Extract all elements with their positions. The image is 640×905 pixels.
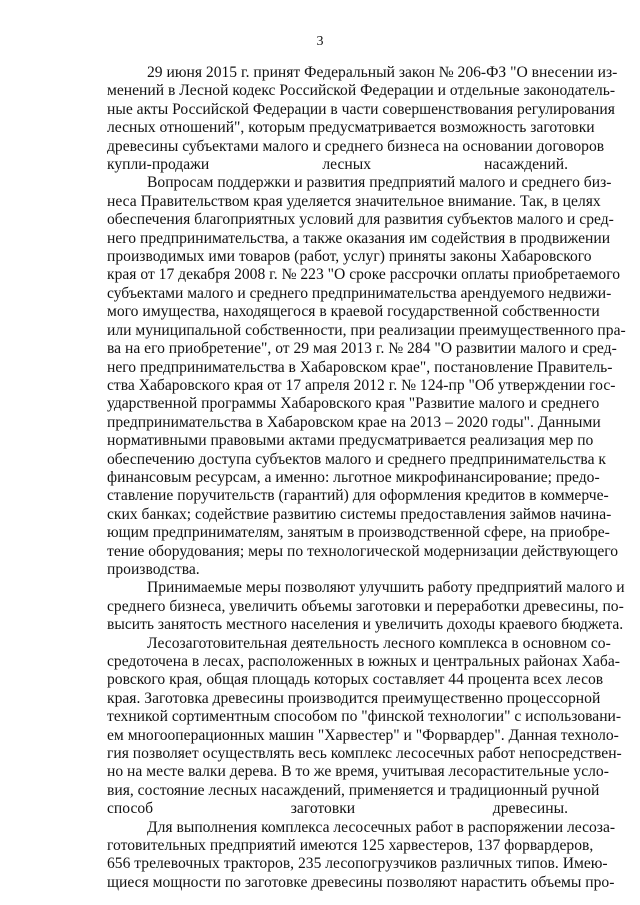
text-line: 29 июня 2015 г. принят Федеральный закон № 206-ФЗ "О внесении из- xyxy=(147,64,618,81)
text-line: ставление поручительств (гарантий) для оформления кредитов в коммерче- xyxy=(107,487,609,505)
text-line: ударственной программы Хабаровского края "Развитие малого и среднего xyxy=(107,395,600,413)
text-line: менений в Лесной кодекс Российской Федерации и отдельные законодатель- xyxy=(107,82,616,100)
document-body xyxy=(107,64,626,892)
text-line: края. Заготовка древесины производится преимущественно процессорной xyxy=(107,689,601,707)
text-line: вия, состояние лесных насаждений, применяется и традиционный ручной xyxy=(107,781,600,799)
text-line: ем многооперационных машин "Харвестер" и "Форвардер". Данная техноло- xyxy=(107,726,619,744)
text-line: производимых ими товаров (работ, услуг) приняты законы Хабаровского xyxy=(107,248,592,266)
text-line: средоточена в лесах, расположенных в южных и центральных районах Хаба- xyxy=(107,653,620,670)
text-line: 656 трелевочных тракторов, 235 лесопогрузчиков различных типов. Имею- xyxy=(107,855,608,873)
paragraph xyxy=(107,64,618,174)
text-line: купли-продажи лесных насаждений. xyxy=(107,156,568,174)
text-line: Для выполнения комплекса лесосечных работ в распоряжении лесоза- xyxy=(147,818,616,836)
text-line: него предпринимательства в Хабаровском крае", постановление Правитель- xyxy=(107,358,613,376)
text-line: техникой сортиментным способом по "финской технологии" с использовани- xyxy=(107,708,622,726)
text-line: ровского края, общая площадь которых составляет 44 процента всех лесов xyxy=(107,671,604,689)
text-line: готовительных предприятий имеются 125 харвестеров, 137 форвардеров, xyxy=(107,837,594,855)
text-line: ные акты Российской Федерации в части совершенствования регулирования xyxy=(107,100,615,118)
text-line: него предпринимательства, а также оказания им содействия в продвижении xyxy=(107,229,611,247)
text-line: неса Правительством края уделяется значительное внимание. Так, в целях xyxy=(107,192,601,210)
text-line: предпринимательства в Хабаровском крае на 2013 – 2020 годы". Данными xyxy=(107,413,601,431)
paragraph xyxy=(107,579,625,634)
text-line: высить занятость местного населения и увеличить доходы краевого бюджета. xyxy=(107,616,624,634)
page-number: 3 xyxy=(316,34,324,49)
text-line: производства. xyxy=(107,560,200,578)
text-line: или муниципальной собственности, при реализации преимущественного пра- xyxy=(107,321,626,339)
text-line: обеспечению доступа субъектов малого и среднего предпринимательства к xyxy=(107,450,606,468)
text-line: края от 17 декабря 2008 г. № 223 "О сроке рассрочки оплаты приобретаемого xyxy=(107,266,621,284)
text-line: Принимаемые меры позволяют улучшить работу предприятий малого и xyxy=(147,579,625,597)
text-line: способ заготовки древесины. xyxy=(107,800,568,818)
text-line: щиеся мощности по заготовке древесины позволяют нарастить объемы про- xyxy=(107,873,615,891)
text-line: ских банках; содействие развитию системы предоставления займов начина- xyxy=(107,505,612,523)
text-line: мого имущества, находящегося в краевой государственной собственности xyxy=(107,303,600,321)
paragraph xyxy=(107,818,616,893)
paragraph xyxy=(107,174,626,579)
text-line: субъектами малого и среднего предпринимательства арендуемого недвижи- xyxy=(107,284,612,302)
text-line: древесины субъектами малого и среднего бизнеса на основании договоров xyxy=(107,137,605,155)
text-line: среднего бизнеса, увеличить объемы заготовки и переработки древесины, по- xyxy=(107,597,624,615)
text-line: ва на его приобретение", от 29 мая 2013 г. № 284 "О развитии малого и сред- xyxy=(107,340,617,358)
text-line: ства Хабаровского края от 17 апреля 2012 г. № 124-пр "Об утверждении гос- xyxy=(107,376,616,394)
text-line: Вопросам поддержки и развития предприятий малого и среднего биз- xyxy=(147,174,612,192)
text-line: гия позволяет осуществлять весь комплекс лесосечных работ непосредствен- xyxy=(107,745,622,763)
text-line: лесных отношений", которым предусматривается возможность заготовки xyxy=(107,119,595,137)
text-line: обеспечения благоприятных условий для развития субъектов малого и сред- xyxy=(107,211,614,229)
text-line: ющим предпринимателям, занятым в производственной сфере, на приобре- xyxy=(107,524,610,542)
text-line: нормативными правовыми актами предусматривается реализация мер по xyxy=(107,432,594,450)
text-line: финансовым ресурсам, а именно: льготное микрофинансирование; предо- xyxy=(107,468,600,486)
text-line: тение оборудования; меры по технологической модернизации действующего xyxy=(107,542,619,560)
paragraph xyxy=(107,634,622,819)
text-line: но на месте валки дерева. В то же время, учитывая лесорастительные усло- xyxy=(107,763,609,781)
text-line: Лесозаготовительная деятельность лесного комплекса в основном со- xyxy=(147,634,611,652)
